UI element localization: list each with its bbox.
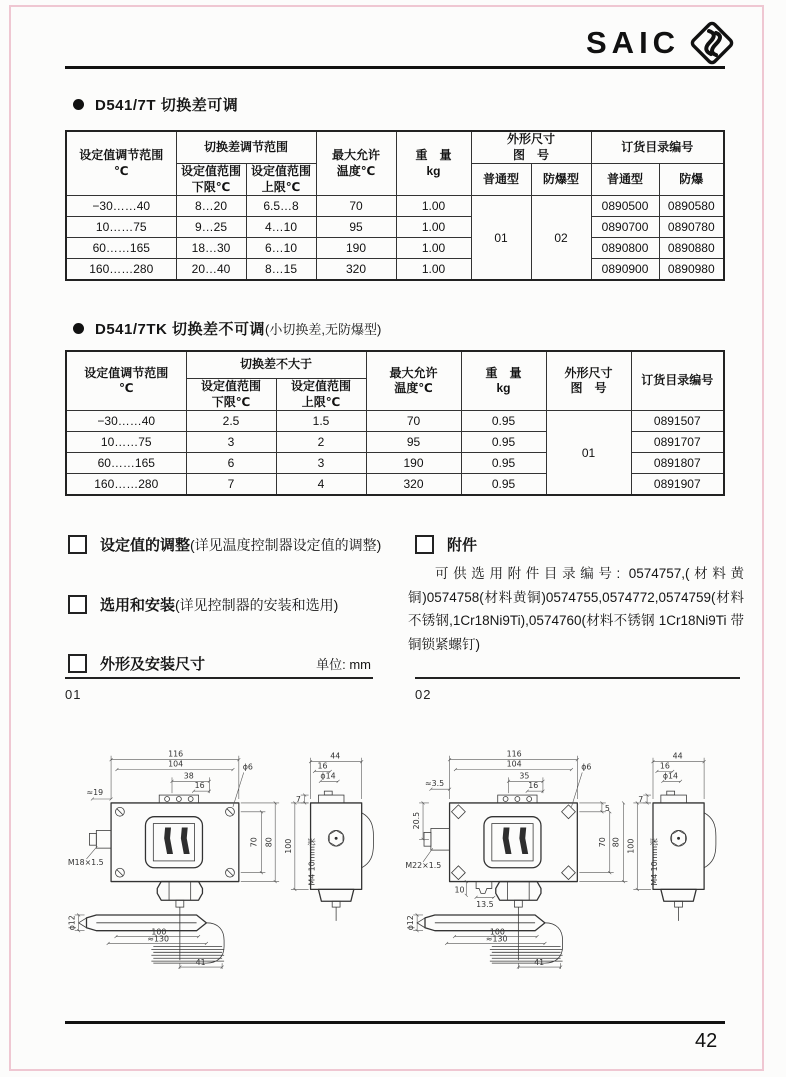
dimension-label: 35 [519,771,530,781]
table-row [66,411,724,432]
header-set-range: 设定值调节范围 ℃ [66,351,186,411]
cell-figure-normal: 01 [471,196,531,281]
header-fig-normal: 普通型 [471,164,531,196]
cell-upper: 4…10 [246,217,316,238]
table-header-row [66,351,724,379]
header-order-group: 订货目录编号 [591,131,724,164]
cell-temp: 70 [316,196,396,217]
dimension-label: ≈130 [485,934,508,944]
cell-order-normal: 0890900 [591,259,659,281]
table-row [66,217,724,238]
dimension-label: 116 [506,749,522,759]
dimension-label: 5 [604,803,610,813]
dimension-label: 16 [659,761,670,771]
dimension-label: 100 [283,838,293,854]
cell-upper: 1.5 [276,411,366,432]
cell-weight: 1.00 [396,217,471,238]
dimension-label: ≈130 [147,934,170,944]
dimension-label: ϕ12 [67,915,77,931]
cell-order: 0891807 [631,453,724,474]
dimension-label: 41 [534,958,545,968]
checkbox-icon [68,535,87,554]
note-text: 选用和安装(详见控制器的安装和选用) [100,597,339,614]
note-text: 设定值的调整(详见温度控制器设定值的调整) [100,537,382,554]
cell-lower: 7 [186,474,276,496]
header-max-temp: 最大允许 温度℃ [316,131,396,196]
checkbox-icon [68,654,87,673]
dimension-label: 7 [295,794,301,804]
cell-upper: 4 [276,474,366,496]
dimension-label: 41 [195,958,206,968]
dimension-label: ϕ14 [662,771,679,781]
left-column-rule [65,677,373,679]
header-diff-group: 切换差调节范围 [176,131,316,164]
header-max-temp: 最大允许 温度℃ [366,351,461,411]
bullet-icon [73,323,84,334]
dimension-label: ϕ6 [242,762,253,772]
cell-temp: 190 [366,453,461,474]
brand-name: SAIC [586,25,681,60]
cell-temp: 320 [366,474,461,496]
cell-weight: 1.00 [396,238,471,259]
footer-rule [65,1021,725,1024]
dimension-label: 104 [168,759,184,769]
side-view [626,752,716,921]
header-weight: 重 量 kg [461,351,546,411]
cell-temp: 95 [316,217,396,238]
cell-weight: 0.95 [461,411,546,432]
dimension-label: 104 [506,759,522,769]
table-d541-7tk [65,350,725,496]
cell-order-ex: 0890880 [659,238,724,259]
header-lower: 设定值范围 下限℃ [176,164,246,196]
cell-upper: 6…10 [246,238,316,259]
cell-range: 10……75 [66,217,176,238]
cell-order: 0891707 [631,432,724,453]
table-row [66,238,724,259]
drawing-02-dimension-figure [400,742,735,970]
dimension-label: 80 [264,837,274,848]
header-lower: 设定值范围 下限℃ [186,379,276,411]
dimension-label: 116 [168,749,184,759]
side-view [284,752,374,921]
header-order: 订货目录编号 [631,351,724,411]
table-d541-7t [65,130,725,281]
dimension-label: 80 [611,837,621,848]
dimension-label: ϕ6 [581,762,592,772]
cell-upper: 6.5…8 [246,196,316,217]
table-row [66,196,724,217]
drawing-01-dimension-figure [64,742,394,970]
cell-figure: 01 [546,411,631,496]
figure-label-02: 02 [415,687,432,702]
cell-order-normal: 0890700 [591,217,659,238]
cell-upper: 2 [276,432,366,453]
note-text: 附件 [447,537,478,554]
dimension-lines [405,750,627,969]
dimension-label: 38 [183,771,194,781]
dimension-label: ϕ12 [406,915,416,931]
cell-range: −30……40 [66,411,186,432]
note-text: 外形及安装尺寸 [100,656,206,673]
cell-figure-ex: 02 [531,196,591,281]
dimension-label: 10 [454,885,465,895]
dimension-label: ≈19 [86,788,104,798]
unit-label: 单位: mm [316,657,371,672]
header-rule [65,66,725,69]
table-row [66,259,724,281]
cell-lower: 2.5 [186,411,276,432]
page-number: 42 [695,1030,718,1052]
note-left-part [68,653,205,674]
header-upper: 设定值范围 上限℃ [246,164,316,196]
cell-order-ex: 0890580 [659,196,724,217]
section-title-text: D541/7TK 切换差不可调(小切换差,无防爆型) [95,321,382,338]
cell-weight: 0.95 [461,453,546,474]
saic-diamond-logo-icon [689,20,735,66]
dimension-label: 44 [672,751,683,761]
header-upper: 设定值范围 上限℃ [276,379,366,411]
dimension-lines [68,750,279,969]
header-figure: 外形尺寸 图 号 [546,351,631,411]
cell-lower: 9…25 [176,217,246,238]
dimension-label: 16 [194,781,205,791]
dimension-label: ≈3.5 [425,779,445,789]
dimension-label: M18×1.5 [67,857,104,867]
dimension-label: 100 [151,927,167,937]
cell-order-normal: 0890500 [591,196,659,217]
cell-temp: 95 [366,432,461,453]
table-header-row [66,131,724,164]
header-set-range: 设定值调节范围 ℃ [66,131,176,196]
cell-order-normal: 0890800 [591,238,659,259]
cell-order: 0891907 [631,474,724,496]
cell-lower: 20…40 [176,259,246,281]
figure-label-01: 01 [65,687,82,702]
cell-lower: 18…30 [176,238,246,259]
dimension-label: 16 [317,761,328,771]
cell-range: 160……280 [66,474,186,496]
dimension-label: ϕ14 [320,771,336,781]
cell-order-ex: 0890980 [659,259,724,281]
note-selection-installation [68,594,338,615]
cell-range: 60……165 [66,238,176,259]
checkbox-icon [415,535,434,554]
checkbox-icon [68,595,87,614]
cell-lower: 8…20 [176,196,246,217]
dimension-label: M4 10mm深 [307,838,317,886]
cell-lower: 3 [186,432,276,453]
right-column-rule [415,677,740,679]
note-accessories [415,534,477,555]
brand-header [586,20,735,66]
bullet-icon [73,99,84,110]
section-title-d541-7t [73,94,238,115]
dimension-label: 13.5 [476,900,494,910]
cell-upper: 3 [276,453,366,474]
cell-range: 160……280 [66,259,176,281]
dimension-label: 44 [330,751,341,761]
cell-temp: 70 [366,411,461,432]
section-title-d541-7tk [73,318,381,339]
cell-weight: 0.95 [461,432,546,453]
note-setpoint-adjustment [68,534,381,555]
dimension-label: 70 [249,837,259,848]
header-figure-group: 外形尺寸 图 号 [471,131,591,164]
accessories-paragraph: 可供选用附件目录编号: 0574757,(材料黄铜)0574758(材料黄铜)0574755,0574772,0574759(材料不锈钢,1Cr18Ni9Ti),0574760(材料不锈钢 1Cr18Ni9Ti 带铜锁紧螺钉) [408,566,744,652]
header-weight: 重 量 kg [396,131,471,196]
cell-range: 10……75 [66,432,186,453]
header-fig-ex: 防爆型 [531,164,591,196]
dimension-label: 100 [489,927,505,937]
cell-weight: 1.00 [396,259,471,281]
dimension-label: M22×1.5 [405,860,442,870]
cell-lower: 6 [186,453,276,474]
cell-weight: 0.95 [461,474,546,496]
header-order-normal: 普通型 [591,164,659,196]
cell-temp: 320 [316,259,396,281]
cell-weight: 1.00 [396,196,471,217]
header-diff-group: 切换差不大于 [186,351,366,379]
cell-range: −30……40 [66,196,176,217]
dimension-label: 100 [626,838,636,854]
header-order-ex: 防爆 [659,164,724,196]
cell-range: 60……165 [66,453,186,474]
dimension-label: 7 [638,794,644,804]
cell-upper: 8…15 [246,259,316,281]
dimension-label: 16 [528,781,539,791]
cell-order-ex: 0890780 [659,217,724,238]
dimension-label: M4 10mm深 [649,838,659,886]
cell-order: 0891507 [631,411,724,432]
dimension-label: 70 [597,837,607,848]
section-title-text: D541/7T 切换差可调 [95,97,239,114]
dimension-label: 20.5 [412,811,422,830]
cell-temp: 190 [316,238,396,259]
note-outline-dimensions [68,653,371,674]
